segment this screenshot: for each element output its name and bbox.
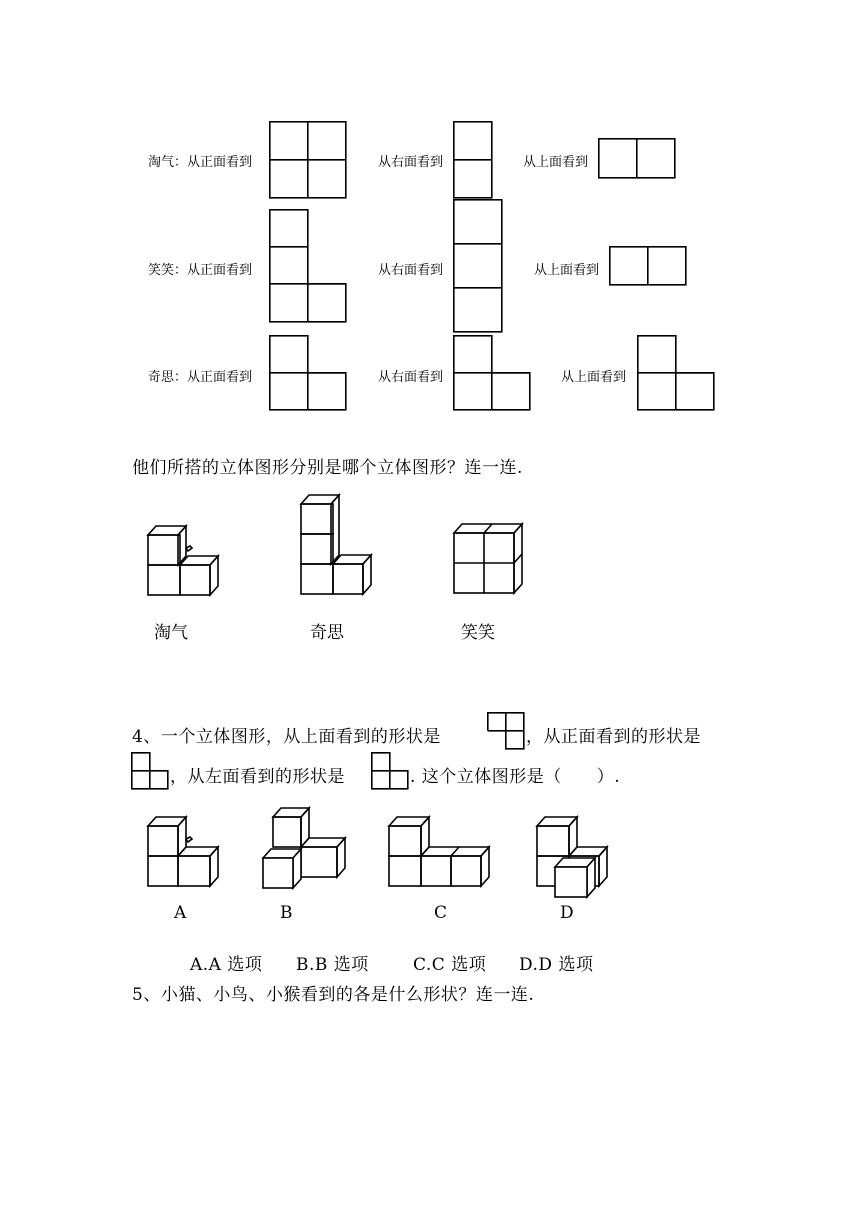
q3-figure-xiaoxiao — [452, 522, 526, 596]
q3-question: 他们所搭的立体图形分别是哪个立体图形？连一连. — [132, 458, 523, 478]
q3-figure-qisi — [299, 493, 375, 597]
q4-option-a[interactable]: A.A 选项 — [190, 955, 263, 975]
xiaoxiao-front-view — [269, 209, 347, 323]
qisi-top-view — [637, 335, 715, 411]
q3-name-1: 淘气 — [154, 623, 188, 643]
q4-front-view-icon — [131, 752, 169, 790]
qisi-right-view — [453, 335, 531, 411]
q5-question: 5、小猫、小鸟、小猴看到的各是什么形状？连一连. — [132, 985, 535, 1005]
q4-figure-label-c: C — [434, 903, 448, 923]
q4-figure-label-a: A — [174, 903, 187, 923]
taoqi-front-label: 淘气：从正面看到 — [148, 155, 253, 170]
xiaoxiao-right-label: 从右面看到 — [378, 263, 444, 278]
q4-figure-label-d: D — [560, 903, 574, 923]
q4-figure-a — [146, 815, 222, 889]
q4-option-d[interactable]: D.D 选项 — [519, 955, 594, 975]
q4-option-c[interactable]: C.C 选项 — [413, 955, 487, 975]
xiaoxiao-right-view — [453, 199, 503, 333]
qisi-front-label: 奇思：从正面看到 — [148, 370, 253, 385]
q4-line1-a: 4、一个立体图形，从上面看到的形状是 — [132, 727, 441, 747]
q3-name-3: 笑笑 — [461, 623, 495, 643]
q3-name-2: 奇思 — [310, 623, 344, 643]
taoqi-top-view — [598, 138, 676, 179]
xiaoxiao-top-view — [609, 246, 687, 286]
qisi-front-view — [269, 335, 347, 411]
qisi-right-label: 从右面看到 — [378, 370, 444, 385]
q4-figure-b — [261, 806, 347, 890]
q4-figure-label-b: B — [280, 903, 293, 923]
q4-line2-b: . 这个立体图形是（ ）. — [410, 767, 621, 787]
q3-figure-taoqi — [146, 524, 222, 596]
taoqi-right-view — [453, 121, 493, 199]
qisi-top-label: 从上面看到 — [561, 370, 627, 385]
q4-left-view-icon — [371, 752, 409, 790]
q4-line2-a: ，从左面看到的形状是 — [170, 767, 345, 787]
taoqi-right-label: 从右面看到 — [378, 155, 444, 170]
taoqi-front-view — [269, 121, 347, 199]
xiaoxiao-top-label: 从上面看到 — [534, 263, 600, 278]
q4-option-b[interactable]: B.B 选项 — [296, 955, 369, 975]
q4-figure-c — [387, 815, 493, 889]
q4-line1-b: ，从正面看到的形状是 — [526, 727, 701, 747]
q4-figure-d — [535, 815, 611, 899]
taoqi-top-label: 从上面看到 — [523, 155, 589, 170]
q4-top-view-icon — [487, 712, 525, 750]
xiaoxiao-front-label: 笑笑：从正面看到 — [148, 263, 253, 278]
